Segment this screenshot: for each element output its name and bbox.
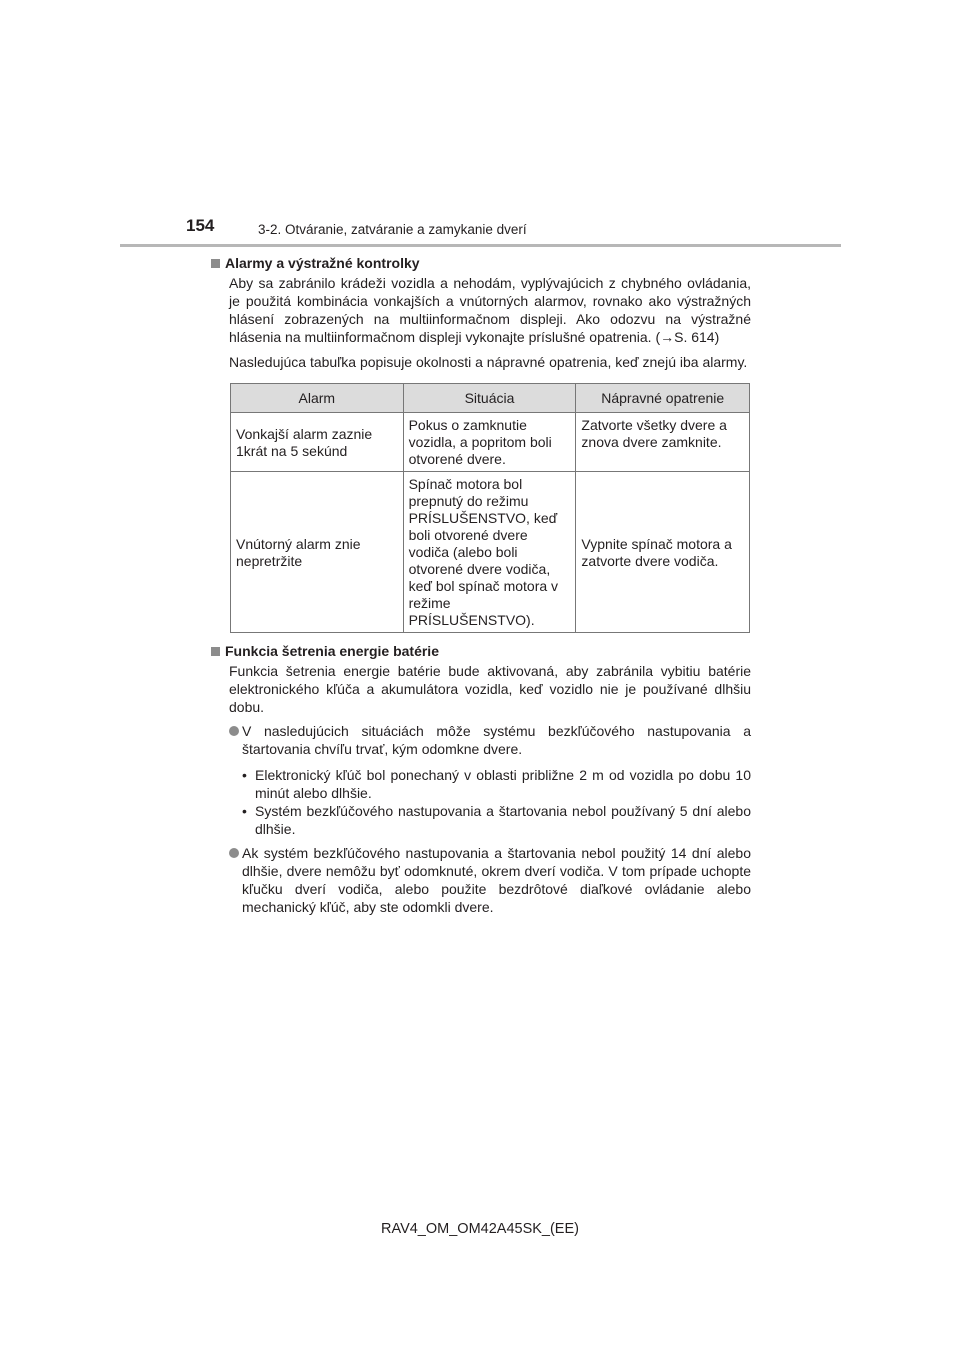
- table-cell: Vonkajší alarm zaznie 1krát na 5 sekúnd: [231, 413, 404, 472]
- header-rule: [120, 244, 841, 247]
- sub-bullet-text: Elektronický kľúč bol ponechaný v oblasti približne 2 m od vozidla po dobu 10 minút alebo dlhšie.: [255, 767, 751, 801]
- alarms-paragraph-2: Nasledujúca tabuľka popisuje okolnosti a nápravné opatrenia, keď znejú iba alarmy.: [229, 354, 748, 370]
- alarm-table: [230, 383, 750, 633]
- sub-bullet-marker: •: [242, 803, 247, 819]
- alarms-paragraph-1: Aby sa zabránilo krádeži vozidla a nehodám, vyplývajúcich z chybného ovládania, je použitá kombinácia vonkajších a vnútorných alarmov, rovnako ako výstražných hlásení zobrazených na multiinformačnom displeji. Ako odozvu na výstražné hlásenia na multiinformačnom displeji vykonajte príslušné opatrenia. (→S. 614): [229, 275, 751, 345]
- table-cell: Vypnite spínač motora a zatvorte dvere vodiča.: [576, 472, 750, 633]
- section-alarms-heading: [211, 254, 751, 272]
- table-row: [231, 413, 750, 472]
- table-cell: Spínač motora bol prepnutý do režimu PRÍSLUŠENSTVO, keď boli otvorené dvere vodiča (alebo boli otvorené dvere vodiča, keď bol spínač motora v režime PRÍSLUŠENSTVO).: [403, 472, 576, 633]
- page-content: [211, 254, 751, 916]
- sub-bullet-marker: •: [242, 767, 247, 783]
- sub-bullet-text: Systém bezkľúčového nastupovania a štartovania nebol používaný 5 dní alebo dlhšie.: [255, 803, 751, 837]
- battery-paragraph: Funkcia šetrenia energie batérie bude aktivovaná, aby zabránila vybitiu batérie elektronického kľúča a akumulátora vozidla, keď vozidlo nie je používané dlhšiu dobu.: [229, 663, 751, 715]
- sub-bullet-item: [242, 802, 751, 838]
- table-header-cell: Situácia: [403, 384, 576, 413]
- round-bullet-icon: [229, 848, 239, 858]
- bullet-item: [229, 722, 751, 758]
- round-bullet-icon: [229, 726, 239, 736]
- square-bullet-icon: [211, 647, 220, 656]
- section-battery-heading: [211, 642, 751, 660]
- table-cell: Pokus o zamknutie vozidla, a popritom boli otvorené dvere.: [403, 413, 576, 472]
- table-header-row: [231, 384, 750, 413]
- table-cell: Zatvorte všetky dvere a znova dvere zamknite.: [576, 413, 750, 472]
- page-number: 154: [186, 216, 215, 235]
- bullet-text: Ak systém bezkľúčového nastupovania a štartovania nebol použitý 14 dní alebo dlhšie, dvere nemôžu byť odomknuté, okrem dverí vodiča. V tom prípade uchopte kľučku dverí vodiča, alebo použite bezdrôtové diaľkové ovládanie alebo mechanický kľúč, aby ste odomkli dvere.: [242, 845, 751, 915]
- bullet-text: V nasledujúcich situáciách môže systému bezkľúčového nastupovania a štartovania chvíľu trvať, kým odomkne dvere.: [242, 723, 751, 757]
- sub-bullet-item: [242, 766, 751, 802]
- table-header-cell: Nápravné opatrenie: [576, 384, 750, 413]
- chapter-title: 3-2. Otváranie, zatváranie a zamykanie dverí: [258, 222, 527, 237]
- square-bullet-icon: [211, 259, 220, 268]
- table-header-cell: Alarm: [231, 384, 404, 413]
- section-alarms-title: Alarmy a výstražné kontrolky: [225, 255, 420, 271]
- document-code: RAV4_OM_OM42A45SK_(EE): [381, 1221, 579, 1237]
- table-row: [231, 472, 750, 633]
- table-cell: Vnútorný alarm znie nepretržite: [231, 472, 404, 633]
- bullet-item: [229, 844, 751, 916]
- section-battery-title: Funkcia šetrenia energie batérie: [225, 643, 439, 659]
